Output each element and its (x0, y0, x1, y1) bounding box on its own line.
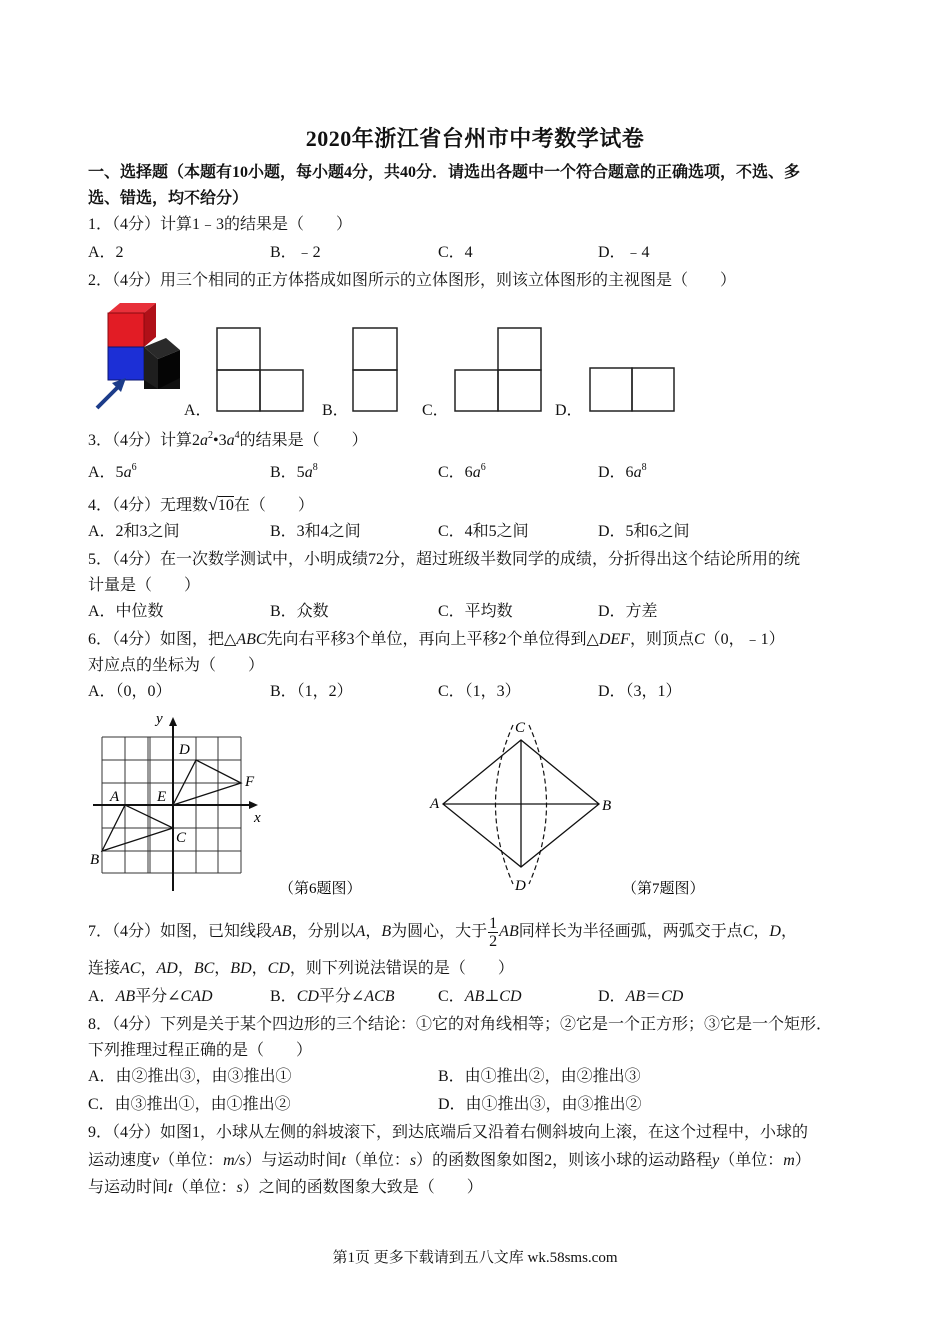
q3-option-d[interactable]: D．$6a^8$ (598, 462, 647, 481)
fraction-one-half: $\frac{1}{2}$ (489, 915, 498, 950)
q4-option-a[interactable]: A．2和3之间 (88, 523, 180, 540)
q6-option-c[interactable]: C．（1，3） (438, 683, 521, 700)
question-1-stem: 1．（4分）计算1﹣3的结果是（ ） (88, 216, 353, 233)
q1-option-a[interactable]: A．2 (88, 244, 124, 261)
page-title: 2020年浙江省台州市中考数学试卷 (305, 126, 645, 151)
question-8-line2: 下列推理过程正确的是（ ） (88, 1042, 313, 1059)
q2-option-a-figure[interactable] (217, 328, 303, 411)
label-f: F (245, 774, 255, 790)
fig7-label-c: C (515, 720, 526, 736)
question-2-stem: 2．（4分）用三个相同的正方体搭成如图所示的立体图形，则该立体图形的主视图是（ ） (88, 272, 737, 289)
fig7-label-a: A (430, 796, 440, 812)
figure-6-caption: （第6题图） (279, 881, 362, 897)
q7-option-a[interactable]: A．AB平分∠CAD (88, 988, 213, 1005)
q7-option-c[interactable]: C．AB⊥CD (438, 988, 522, 1005)
q4-option-d[interactable]: D．5和6之间 (598, 523, 690, 540)
question-7-line1: 7．（4分）如图，已知线段AB，分别以A，B为圆心，大于 $\frac{1}{2}$ AB同样长为半径画弧，两弧交于点C，D， (88, 915, 797, 950)
q5-option-a[interactable]: A．中位数 (88, 603, 164, 620)
q7-option-b[interactable]: B．CD平分∠ACB (270, 988, 395, 1005)
q2-option-a-label[interactable]: A． (184, 402, 212, 419)
q1-option-d[interactable]: D．﹣4 (598, 244, 650, 261)
sqrt-radicand: 10 (217, 497, 234, 514)
label-y: y (156, 711, 163, 727)
question-5-line1: 5．（4分）在一次数学测试中，小明成绩72分，超过班级半数同学的成绩，分折得出这个结论所用的统 (88, 551, 801, 568)
q8-option-a[interactable]: A．由②推出③，由③推出① (88, 1068, 292, 1085)
q3-option-a[interactable]: A．$5a^6$ (88, 462, 137, 481)
q6-option-a[interactable]: A．（0，0） (88, 683, 172, 700)
q5-option-c[interactable]: C．平均数 (438, 603, 513, 620)
fig7-label-b: B (602, 798, 612, 814)
q2-option-d-label[interactable]: D． (555, 402, 583, 419)
section-heading-line2: 选、错选，均不给分） (88, 190, 249, 207)
question-9-line3: 与运动时间t（单位：s）之间的函数图象大致是（ ） (88, 1179, 483, 1196)
figure-7 (429, 720, 705, 897)
page-footer: 第1页 更多下载请到五八文库 wk.58sms.com (332, 1250, 618, 1266)
question-4-stem: 4．（4分）无理数√10在（ ） (88, 494, 314, 514)
q2-option-b-figure[interactable] (353, 328, 397, 411)
sqrt-sign: √ (208, 494, 218, 514)
question-6-line1: 6．（4分）如图，把△ABC先向右平移3个单位，再向上平移2个单位得到△DEF，则顶点C（0，﹣1） (88, 631, 785, 648)
question-8-line1: 8．（4分）下列是关于某个四边形的三个结论：①它的对角线相等；②它是一个正方形；③它是一个矩形． (88, 1016, 833, 1033)
q2-option-d-figure[interactable] (590, 368, 674, 411)
q3-option-c[interactable]: C．$6a^6$ (438, 462, 486, 481)
cube-stack-figure (97, 303, 180, 408)
label-e: E (157, 789, 167, 805)
figure-6-grid (90, 711, 362, 897)
q6-option-b[interactable]: B．（1，2） (270, 683, 353, 700)
label-a: A (110, 789, 120, 805)
q2-option-c-figure[interactable] (455, 328, 541, 411)
label-c: C (176, 830, 187, 846)
q5-option-d[interactable]: D．方差 (598, 603, 658, 620)
label-x: x (254, 810, 261, 826)
q4-option-c[interactable]: C．4和5之间 (438, 523, 529, 540)
question-3-stem: 3．（4分）计算$2a^2•3a^4$的结果是（ ） (88, 430, 368, 449)
q7-option-d[interactable]: D．AB＝CD (598, 988, 684, 1005)
q1-option-b[interactable]: B．﹣2 (270, 244, 321, 261)
q2-option-b-label[interactable]: B． (322, 402, 349, 419)
q6-option-d[interactable]: D．（3，1） (598, 683, 682, 700)
q8-option-b[interactable]: B．由①推出②，由②推出③ (438, 1068, 641, 1085)
label-b: B (90, 852, 100, 868)
q1-option-c[interactable]: C．4 (438, 244, 473, 261)
question-7-line2: 连接AC，AD，BC，BD，CD，则下列说法错误的是（ ） (88, 960, 514, 977)
q8-option-c[interactable]: C．由③推出①，由①推出② (88, 1096, 291, 1113)
q2-option-c-label[interactable]: C． (422, 402, 449, 419)
question-5-line2: 计量是（ ） (88, 577, 201, 594)
q8-option-d[interactable]: D．由①推出③，由③推出② (438, 1096, 642, 1113)
question-9-line1: 9．（4分）如图1，小球从左侧的斜坡滚下，到达底端后又沿着右侧斜坡向上滚，在这个过程中，小球的 (88, 1124, 809, 1141)
q4-option-b[interactable]: B．3和4之间 (270, 523, 361, 540)
q5-option-b[interactable]: B．众数 (270, 603, 329, 620)
question-6-line2: 对应点的坐标为（ ） (88, 657, 265, 674)
q3-option-b[interactable]: B．$5a^8$ (270, 462, 318, 481)
fig7-label-d: D (515, 878, 526, 894)
figure-7-caption: （第7题图） (622, 881, 705, 897)
section-heading-line1: 一、选择题（本题有10小题，每小题4分，共40分．请选出各题中一个符合题意的正确选项，不选、多 (88, 164, 801, 181)
question-9-line2: 运动速度v（单位：m/s）与运动时间t（单位：s）的函数图象如图2，则该小球的运动路程y（单位：m） (88, 1152, 811, 1169)
label-d: D (179, 742, 190, 758)
